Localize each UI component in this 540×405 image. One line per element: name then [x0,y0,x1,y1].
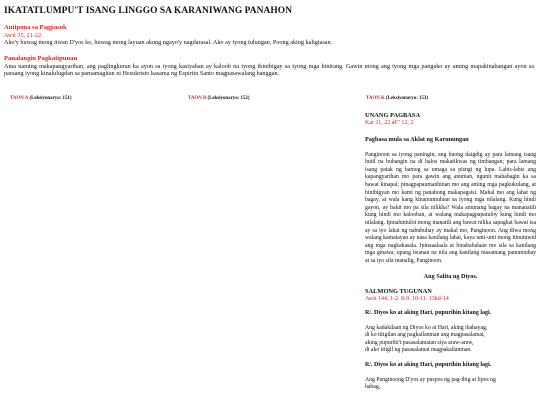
taon-k-label: TAON K [366,96,385,101]
verse-line: di ako titigil ng pasasalamat magpakailanman. [365,347,472,354]
panalangin-text: Ama naming makapangyarihan, ang paglingkuran ka ayon sa iyong kasiyahan ay kaloob na iyong ibinibigay sa iyong mga hinirang. Gawin mong ang iyong mga pangako ay aming mapakinabangan ayon sa paraang iyong kinalulugdan sa pamamagitan ni Hesukristo kasama ng Espiritu Santo magpasawalang hanggan. [4,63,534,78]
panalangin-section [4,55,534,78]
unang-pagbasa-heading: UNANG PAGBASA [365,112,421,119]
taon-b-leksiyonaryo: (Leksiyonaryo: 152) [207,96,250,101]
unang-pagbasa-reference: Kar 11, 22 â€" 12, 2 [365,120,414,126]
salmo-stanza-1 [365,325,536,355]
taon-a-label: TAON A [10,96,29,101]
antipona-text: Ako'y huwag mong iiwan D'yos ko, huwag mong layuan akong ngayo'y nagdarasal. Ako ay iyong tulungan, Poong aking kaligtasan. [4,39,333,47]
salmo-stanza-2 [365,377,536,392]
salmo-response-2: R/. Diyos ko at aking Hari, pupurihin kitang lagi. [365,362,492,369]
taon-b-label: TAON B [188,96,207,101]
unang-pagbasa-subheading: Pagbasa mula sa Aklat ng Karunungan [365,135,469,143]
verse-line: aking pupurihi't pasasalamatan siya araw-araw, [365,339,474,346]
panalangin-heading: Panalangin Pagkatipunan [4,55,78,62]
verse-line: habag, [365,384,381,391]
antipona-heading: Antipona sa Pagpasok [4,24,67,31]
unang-pagbasa-ending: Ang Salita ng Diyos. [423,272,478,280]
page-title: IKATATLUMPU'T ISANG LINGGO SA KARANIWANG PANAHON [4,6,293,16]
taon-a-leksiyonaryo: (Leksiyonaryo: 151) [29,96,72,101]
salmo-heading: SALMONG TUGUNAN [365,287,432,295]
verse-line: di ko titigilan ang pagkailanman ang magpasalamat, [365,332,485,339]
tab-taon-a[interactable] [10,96,71,101]
tab-taon-b[interactable] [188,96,249,101]
salmo-reference: Awit 144, 1-2. 8-9. 10-11. 13kd-14 [365,295,449,302]
antipona-reference: Awit 35, 21-22 [4,32,42,39]
salmo-response: R/. Diyos ko at aking Hari, pupurihin kitang lagi. [365,310,492,317]
antipona-section [4,24,534,47]
taon-k-column [365,112,536,392]
verse-line: Ang kadakilaan ng Diyos ko at Hari, aking ihahayag, [365,324,488,331]
tab-taon-k[interactable] [366,96,428,101]
verse-line: Ang Panginoong D'yos ay puspos ng pag-ibig at lipos ng [365,376,496,383]
taon-k-leksiyonaryo: (Leksiyonaryo: 153) [386,96,429,101]
unang-pagbasa-body: Panginoon sa iyong paningin, ang buong daigdig ay para lamang isang butil na buhangin na di halos makatikwas ng timbangan; para lamang isang patak ng hamog sa umaga sa pisngi ng lupa. Labis-labis ang kapangyarihan mo para gawin ang anuman, ngunit mahabagin ka sa bawat kinapal; pinagpapaumanhinan mo ang aming mga pagkukulang, at binibigyan mo kami ng panahong makapagsisi. Mahal mo ang lahat ng bagay, at wala kang kinamumuhian sa iyong mga nilalang. Kung hindi gayon, ay bakit mo pa sila nilikha? Wala anumang bagay na mananatili kung hindi mo kalooban, at walang makapagpapatuloy kung hindi mo nilalang. Ipinahintulot mong manatili ang bawat nilika sapagkat bawat isa ay sa iyo lahat ng nabubuhay ay mahal mo, Panginoon. Ang diwa mong walang kamatayan ay nasa kanilang lahat, kaya unti-unti mong itinutuwid ang mga nagkakasala. Ipinaaalaala at binababalaan mo sila sa kanilang mga ginawa, upang iwanan na nila ang kanilang masamang pamumuhay at sa iyo sila manalig, Panginoon. [365,151,536,264]
